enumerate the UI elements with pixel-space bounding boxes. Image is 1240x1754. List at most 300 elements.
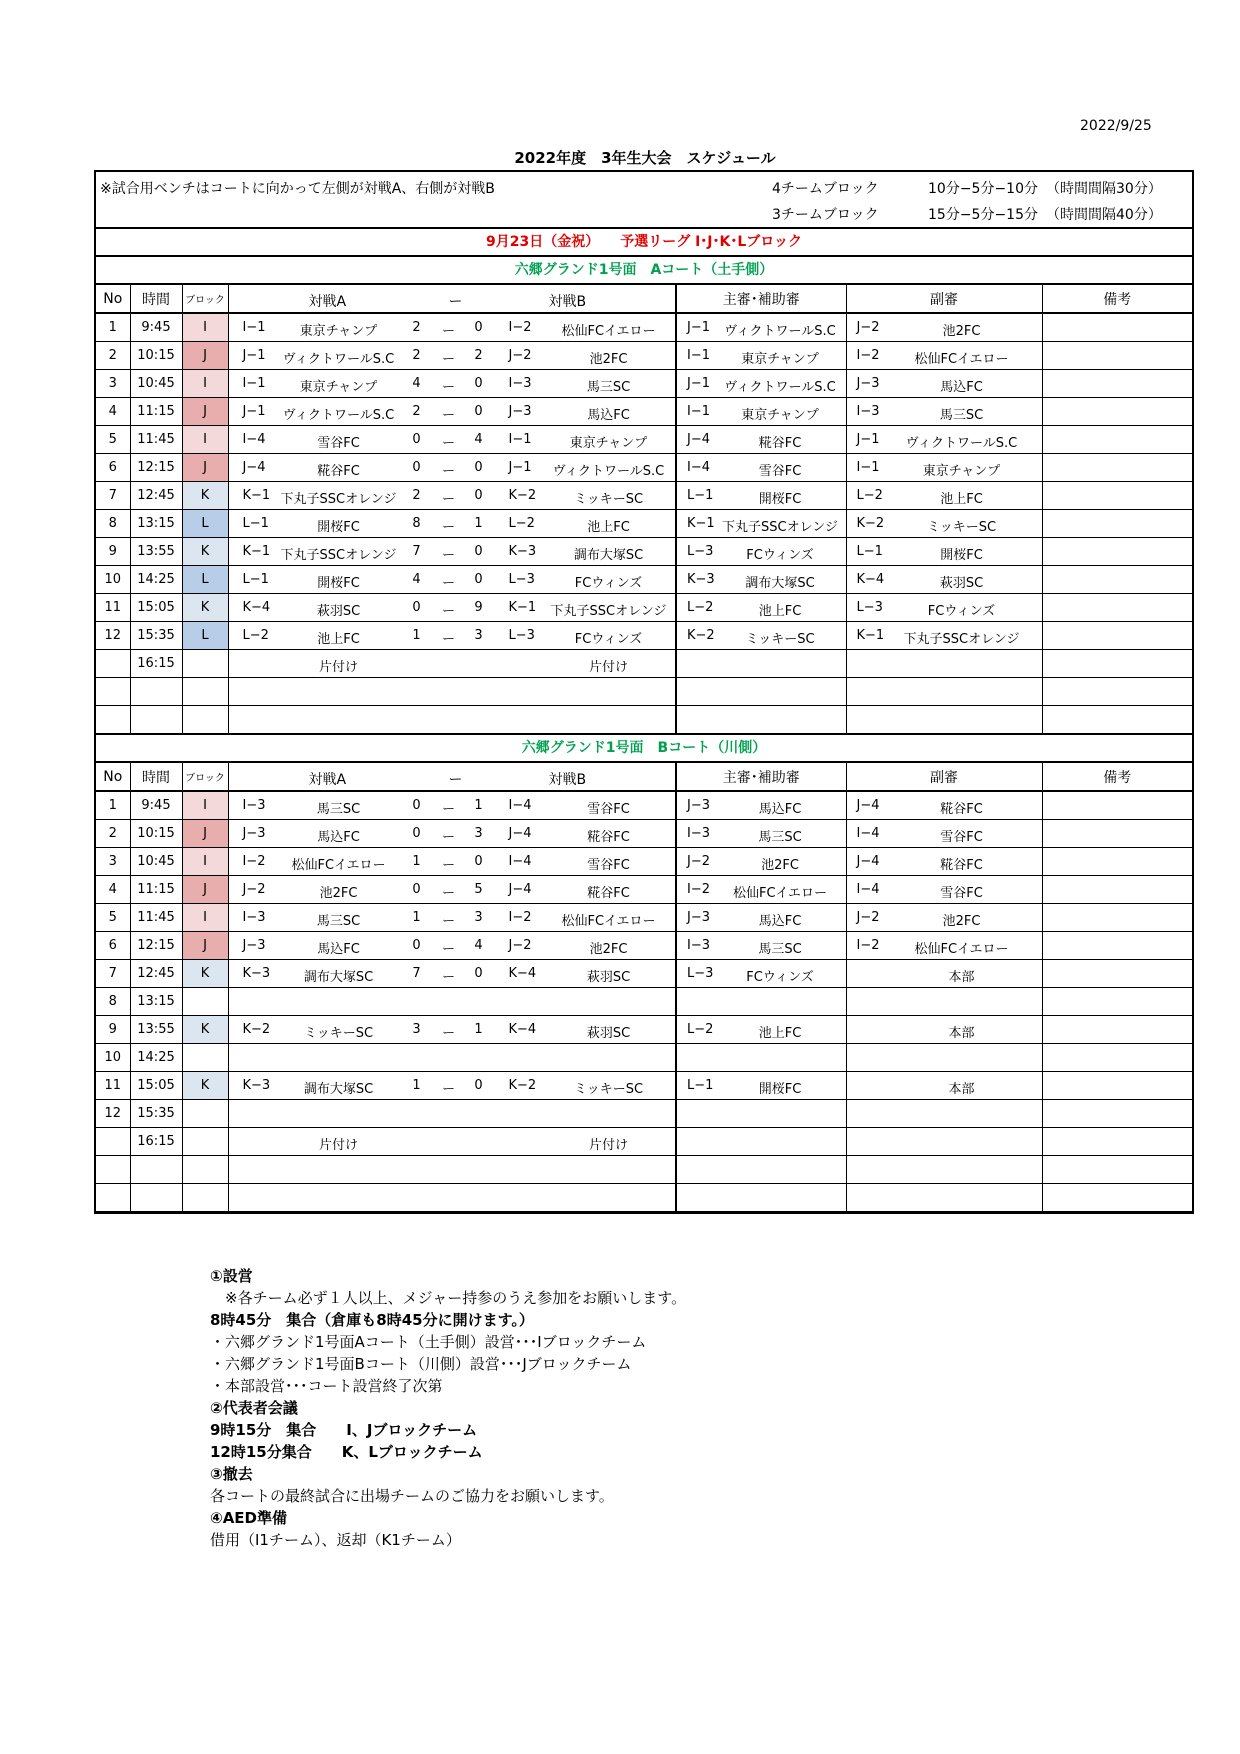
row-assistant — [846, 426, 1042, 454]
team-a-name: 開桜FC — [317, 576, 360, 591]
row-time: 11:45 — [130, 426, 182, 454]
table-row — [96, 426, 1192, 454]
row-referee — [676, 454, 846, 482]
team-a-name: ミッキーSC — [303, 1026, 374, 1041]
referee-team: 雪谷FC — [758, 464, 802, 479]
team-a-name: 調布大塚SC — [303, 1082, 374, 1097]
footer-line: 8時45分 集合（倉庫も8時45分に開けます。） — [210, 1311, 534, 1329]
row-time: 12:45 — [130, 482, 182, 510]
document-title: 2022年度 3年生大会 スケジュール — [514, 149, 776, 167]
table-row — [96, 904, 1192, 932]
row-block: I — [182, 848, 228, 876]
assistant-code: I−2 — [856, 348, 880, 363]
team-a-code: L−1 — [242, 516, 269, 531]
row-time: 9:45 — [130, 791, 182, 820]
row-block — [182, 1128, 228, 1156]
referee-code: L−2 — [687, 1022, 714, 1037]
score-b: 0 — [474, 854, 483, 869]
row-notes — [1042, 876, 1192, 904]
assistant-team: 馬三SC — [939, 408, 984, 423]
assistant-code: I−2 — [856, 938, 880, 953]
table-row — [96, 370, 1192, 398]
row-assistant — [846, 706, 1042, 734]
table-row — [96, 876, 1192, 904]
team-b-code: J−2 — [508, 348, 532, 363]
score-a: 0 — [412, 938, 421, 953]
score-b: 2 — [474, 348, 483, 363]
team-b-code: I−1 — [508, 432, 532, 447]
row-block: J — [182, 876, 228, 904]
referee-code: J−3 — [687, 910, 710, 925]
row-time: 13:55 — [130, 1016, 182, 1044]
row-time: 16:15 — [130, 650, 182, 678]
team-a-name: 東京チャンプ — [299, 380, 378, 395]
referee-team: 下丸子SSCオレンジ — [722, 520, 838, 535]
row-match — [228, 932, 676, 960]
row-time: 15:05 — [130, 594, 182, 622]
table-row — [96, 932, 1192, 960]
footer-line: ※各チーム必ず１人以上、メジャー持参のうえ参加をお願いします。 — [210, 1289, 687, 1307]
score-dash: ー — [441, 380, 455, 395]
row-notes — [1042, 848, 1192, 876]
team-a-code: J−1 — [242, 404, 266, 419]
row-notes — [1042, 426, 1192, 454]
court-b-title: 六郷グランド1号面 Bコート（川側） — [96, 734, 1192, 763]
row-assistant — [846, 1072, 1042, 1100]
team-a-name: 雪谷FC — [317, 436, 360, 451]
team-b-code: J−4 — [508, 826, 532, 841]
assistant-team: 本部 — [948, 1082, 975, 1097]
footer-line: ・六郷グランド1号面Aコート（土手側）設営･･･Iブロックチーム — [210, 1333, 647, 1351]
team-a-name: 開桜FC — [317, 520, 360, 535]
row-block: K — [182, 960, 228, 988]
score-a: 1 — [412, 1078, 421, 1093]
referee-team: 池2FC — [761, 858, 799, 873]
team-b-name: ヴィクトワールS.C — [552, 464, 665, 479]
referee-code: L−1 — [687, 1078, 714, 1093]
team-b-name: 雪谷FC — [587, 858, 630, 873]
score-dash: ー — [441, 830, 455, 845]
row-assistant — [846, 904, 1042, 932]
score-dash: ー — [441, 520, 455, 535]
team-b-code: L−3 — [508, 572, 535, 587]
score-a: 2 — [412, 320, 421, 335]
referee-code: K−2 — [687, 628, 715, 643]
score-dash: ー — [441, 324, 455, 339]
row-no: 10 — [96, 566, 130, 594]
row-assistant — [846, 313, 1042, 342]
row-time: 10:45 — [130, 370, 182, 398]
score-a: 4 — [412, 376, 421, 391]
row-block: J — [182, 454, 228, 482]
assistant-code: J−2 — [856, 910, 880, 925]
row-notes — [1042, 1044, 1192, 1072]
team-b-name: FCウィンズ — [574, 576, 643, 591]
team-a-code: I−1 — [242, 320, 266, 335]
row-assistant — [846, 370, 1042, 398]
score-b: 0 — [474, 376, 483, 391]
table-row — [96, 960, 1192, 988]
team-b-name: 下丸子SSCオレンジ — [550, 604, 667, 619]
row-referee — [676, 904, 846, 932]
row-referee — [676, 566, 846, 594]
row-time: 10:45 — [130, 848, 182, 876]
row-block: I — [182, 904, 228, 932]
col-match — [228, 763, 676, 791]
row-notes — [1042, 342, 1192, 370]
table-row — [96, 342, 1192, 370]
row-match — [228, 342, 676, 370]
court-a-table — [96, 285, 1192, 734]
team-b-code: I−4 — [508, 854, 532, 869]
team-b-code: J−4 — [508, 882, 532, 897]
team-b-name: 萩羽SC — [586, 1026, 631, 1041]
score-a: 2 — [412, 348, 421, 363]
team-b-code: K−2 — [508, 488, 537, 503]
row-referee — [676, 988, 846, 1016]
row-notes — [1042, 510, 1192, 538]
table-row — [96, 678, 1192, 706]
row-referee — [676, 622, 846, 650]
table-row — [96, 706, 1192, 734]
assistant-code: J−3 — [856, 376, 880, 391]
assistant-team: 東京チャンプ — [922, 464, 1001, 479]
row-time: 16:15 — [130, 1128, 182, 1156]
referee-code: L−1 — [687, 488, 714, 503]
team-a-name: 調布大塚SC — [303, 970, 374, 985]
row-notes — [1042, 932, 1192, 960]
document-date: 2022/9/25 — [1080, 118, 1152, 134]
row-match — [228, 1100, 676, 1128]
team-b-name: 糀谷FC — [587, 830, 630, 845]
team-a-name: 糀谷FC — [317, 464, 360, 479]
row-block — [182, 706, 228, 734]
row-match — [228, 454, 676, 482]
team-a-code: I−1 — [242, 376, 266, 391]
row-referee — [676, 482, 846, 510]
score-a: 2 — [412, 404, 421, 419]
row-referee — [676, 876, 846, 904]
assistant-code: L−3 — [856, 600, 883, 615]
row-block: K — [182, 1016, 228, 1044]
row-referee — [676, 313, 846, 342]
team-b-code: J−3 — [508, 404, 532, 419]
day-header: 9月23日（金祝） 予選リーグ Ⅰ･J･K･Lブロック — [96, 229, 1192, 257]
footer-line: 12時15分集合 K、Lブロックチーム — [210, 1443, 483, 1461]
row-assistant — [846, 538, 1042, 566]
row-block: I — [182, 370, 228, 398]
row-block: J — [182, 398, 228, 426]
row-match — [228, 820, 676, 848]
score-b: 0 — [474, 1078, 483, 1093]
team-b-name: 萩羽SC — [586, 970, 631, 985]
notes-box — [96, 172, 1192, 229]
row-time: 15:35 — [130, 1100, 182, 1128]
row-no: 6 — [96, 454, 130, 482]
row-referee — [676, 538, 846, 566]
col-match-a: 対戦A — [308, 294, 347, 310]
row-match — [228, 1072, 676, 1100]
assistant-code: J−1 — [856, 432, 880, 447]
row-notes — [1042, 904, 1192, 932]
row-assistant — [846, 342, 1042, 370]
score-b: 1 — [474, 516, 483, 531]
team-b-name: 雪谷FC — [587, 802, 630, 817]
team-b-name: 池2FC — [589, 942, 628, 957]
referee-team: 松仙FCイエロー — [732, 886, 828, 901]
score-b: 0 — [474, 404, 483, 419]
row-no: 4 — [96, 398, 130, 426]
score-b: 0 — [474, 460, 483, 475]
team-b-code: L−2 — [508, 516, 535, 531]
row-no: 12 — [96, 1100, 130, 1128]
col-referee: 主審･補助審 — [676, 285, 846, 313]
referee-code: L−2 — [687, 600, 714, 615]
row-match — [228, 1044, 676, 1072]
team-a-code: L−1 — [242, 572, 269, 587]
referee-code: L−3 — [687, 966, 714, 981]
referee-team: 馬込FC — [758, 914, 802, 929]
referee-team: 東京チャンプ — [741, 408, 819, 423]
referee-code: J−3 — [687, 798, 710, 813]
row-referee — [676, 848, 846, 876]
row-match — [228, 650, 676, 678]
row-block: L — [182, 510, 228, 538]
team-a-code: L−2 — [242, 628, 269, 643]
referee-team: 馬込FC — [758, 802, 802, 817]
col-block: ブロック — [182, 763, 228, 791]
score-b: 5 — [474, 882, 483, 897]
row-block: K — [182, 594, 228, 622]
row-match — [228, 510, 676, 538]
row-match — [228, 960, 676, 988]
referee-team: 池上FC — [758, 1026, 802, 1041]
assistant-team: 糀谷FC — [940, 802, 983, 817]
table-row — [96, 1128, 1192, 1156]
row-notes — [1042, 538, 1192, 566]
score-dash: ー — [441, 802, 455, 817]
team-a-code: J−4 — [242, 460, 266, 475]
row-notes — [1042, 988, 1192, 1016]
score-a: 2 — [412, 488, 421, 503]
score-dash: ー — [441, 1082, 455, 1097]
col-time: 時間 — [130, 763, 182, 791]
table-row — [96, 313, 1192, 342]
row-referee — [676, 650, 846, 678]
team-a-code: I−4 — [242, 432, 266, 447]
table-row — [96, 1072, 1192, 1100]
table-row — [96, 650, 1192, 678]
team-a-code: I−2 — [242, 854, 266, 869]
referee-team: ヴィクトワールS.C — [724, 324, 836, 339]
footer-line: 各コートの最終試合に出場チームのご協力をお願いします。 — [210, 1487, 614, 1505]
table-row — [96, 988, 1192, 1016]
referee-code: I−2 — [687, 882, 710, 897]
score-b: 0 — [474, 572, 483, 587]
row-match — [228, 398, 676, 426]
row-time: 15:35 — [130, 622, 182, 650]
row-match — [228, 848, 676, 876]
referee-code: K−1 — [687, 516, 715, 531]
table-row — [96, 510, 1192, 538]
score-dash: ー — [441, 436, 455, 451]
col-assistant: 副審 — [846, 285, 1042, 313]
row-referee — [676, 342, 846, 370]
row-time: 12:15 — [130, 454, 182, 482]
row-assistant — [846, 678, 1042, 706]
footer-line: 借用（I1チーム）、返却（K1チーム） — [210, 1531, 461, 1549]
team-a-code: K−3 — [242, 966, 271, 981]
referee-code: I−3 — [687, 938, 710, 953]
col-referee: 主審･補助審 — [676, 763, 846, 791]
team-b-name: 馬込FC — [587, 408, 630, 423]
score-b: 3 — [474, 628, 483, 643]
court-a-rows — [96, 313, 1192, 734]
row-notes — [1042, 622, 1192, 650]
row-referee — [676, 1156, 846, 1184]
row-block — [182, 678, 228, 706]
row-referee — [676, 370, 846, 398]
row-match — [228, 791, 676, 820]
row-no: 3 — [96, 848, 130, 876]
score-a: 0 — [412, 826, 421, 841]
row-block: K — [182, 482, 228, 510]
team-a-code: K−1 — [242, 488, 271, 503]
referee-code: L−3 — [687, 544, 714, 559]
assistant-code: L−2 — [856, 488, 883, 503]
row-time: 13:55 — [130, 538, 182, 566]
row-time: 13:15 — [130, 510, 182, 538]
score-a: 8 — [412, 516, 421, 531]
court-b-rows — [96, 791, 1192, 1212]
row-no: 4 — [96, 876, 130, 904]
assistant-team: 糀谷FC — [940, 858, 983, 873]
row-block — [182, 1044, 228, 1072]
referee-code: J−1 — [687, 320, 710, 335]
team-a-code: J−1 — [242, 348, 266, 363]
row-assistant — [846, 1156, 1042, 1184]
row-notes — [1042, 313, 1192, 342]
score-a: 1 — [412, 854, 421, 869]
row-time: 14:25 — [130, 1044, 182, 1072]
row-time: 12:15 — [130, 932, 182, 960]
row-no: 10 — [96, 1044, 130, 1072]
row-block: K — [182, 1072, 228, 1100]
row-notes — [1042, 370, 1192, 398]
assistant-team: ミッキーSC — [926, 520, 997, 535]
score-b: 0 — [474, 544, 483, 559]
col-notes: 備考 — [1042, 285, 1192, 313]
row-no — [96, 706, 130, 734]
row-time: 10:15 — [130, 820, 182, 848]
team-b-code: J−1 — [508, 460, 532, 475]
row-match — [228, 566, 676, 594]
score-b: 3 — [474, 910, 483, 925]
row-time: 11:15 — [130, 876, 182, 904]
row-time — [130, 706, 182, 734]
score-b: 0 — [474, 966, 483, 981]
assistant-team: 開桜FC — [940, 548, 983, 563]
referee-team: 開桜FC — [758, 1082, 802, 1097]
row-no — [96, 1128, 130, 1156]
col-match-b: 対戦B — [548, 772, 587, 788]
format-3team-interval: （時間間隔40分） — [1046, 207, 1162, 223]
row-assistant — [846, 960, 1042, 988]
row-referee — [676, 1072, 846, 1100]
format-3team-label: 3チームブロック — [772, 207, 879, 223]
assistant-code: K−1 — [856, 628, 885, 643]
team-b-code: I−2 — [508, 910, 532, 925]
row-match — [228, 1016, 676, 1044]
assistant-team: 馬込FC — [940, 380, 983, 395]
row-block: I — [182, 313, 228, 342]
score-b: 0 — [474, 488, 483, 503]
row-referee — [676, 398, 846, 426]
row-assistant — [846, 932, 1042, 960]
row-referee — [676, 426, 846, 454]
score-dash: ー — [441, 942, 455, 957]
team-a-name: 片付け — [318, 660, 358, 675]
row-match — [228, 313, 676, 342]
row-assistant — [846, 1100, 1042, 1128]
row-time: 13:15 — [130, 988, 182, 1016]
team-a-code: K−3 — [242, 1078, 271, 1093]
table-row — [96, 1100, 1192, 1128]
table-row — [96, 791, 1192, 820]
assistant-code: J−2 — [856, 320, 880, 335]
row-block: I — [182, 426, 228, 454]
row-assistant — [846, 988, 1042, 1016]
col-notes: 備考 — [1042, 763, 1192, 791]
row-assistant — [846, 1184, 1042, 1212]
referee-team: 池上FC — [758, 604, 802, 619]
row-block — [182, 1184, 228, 1212]
score-a: 3 — [412, 1022, 421, 1037]
score-b: 1 — [474, 1022, 483, 1037]
team-b-name: 調布大塚SC — [573, 548, 644, 563]
row-time: 10:15 — [130, 342, 182, 370]
score-dash: ー — [441, 632, 455, 647]
row-notes — [1042, 1072, 1192, 1100]
assistant-code: I−4 — [856, 882, 880, 897]
team-b-code: L−3 — [508, 628, 535, 643]
team-a-name: 松仙FCイエロー — [291, 858, 386, 873]
referee-code: I−1 — [687, 348, 710, 363]
row-assistant — [846, 650, 1042, 678]
assistant-team: 池上FC — [940, 492, 983, 507]
row-notes — [1042, 482, 1192, 510]
row-time: 9:45 — [130, 313, 182, 342]
team-b-name: 糀谷FC — [587, 886, 630, 901]
footer-line: ③撤去 — [210, 1465, 253, 1483]
row-assistant — [846, 566, 1042, 594]
row-no: 2 — [96, 820, 130, 848]
row-no — [96, 1156, 130, 1184]
team-b-code: J−2 — [508, 938, 532, 953]
score-a: 0 — [412, 432, 421, 447]
row-block — [182, 1156, 228, 1184]
table-row — [96, 454, 1192, 482]
team-a-name: 池上FC — [317, 632, 360, 647]
team-b-code: I−3 — [508, 376, 532, 391]
row-assistant — [846, 454, 1042, 482]
row-block — [182, 650, 228, 678]
row-referee — [676, 1184, 846, 1212]
col-dash: ー — [448, 294, 463, 310]
row-match — [228, 482, 676, 510]
table-row — [96, 1184, 1192, 1212]
team-b-name: 馬三SC — [586, 380, 631, 395]
